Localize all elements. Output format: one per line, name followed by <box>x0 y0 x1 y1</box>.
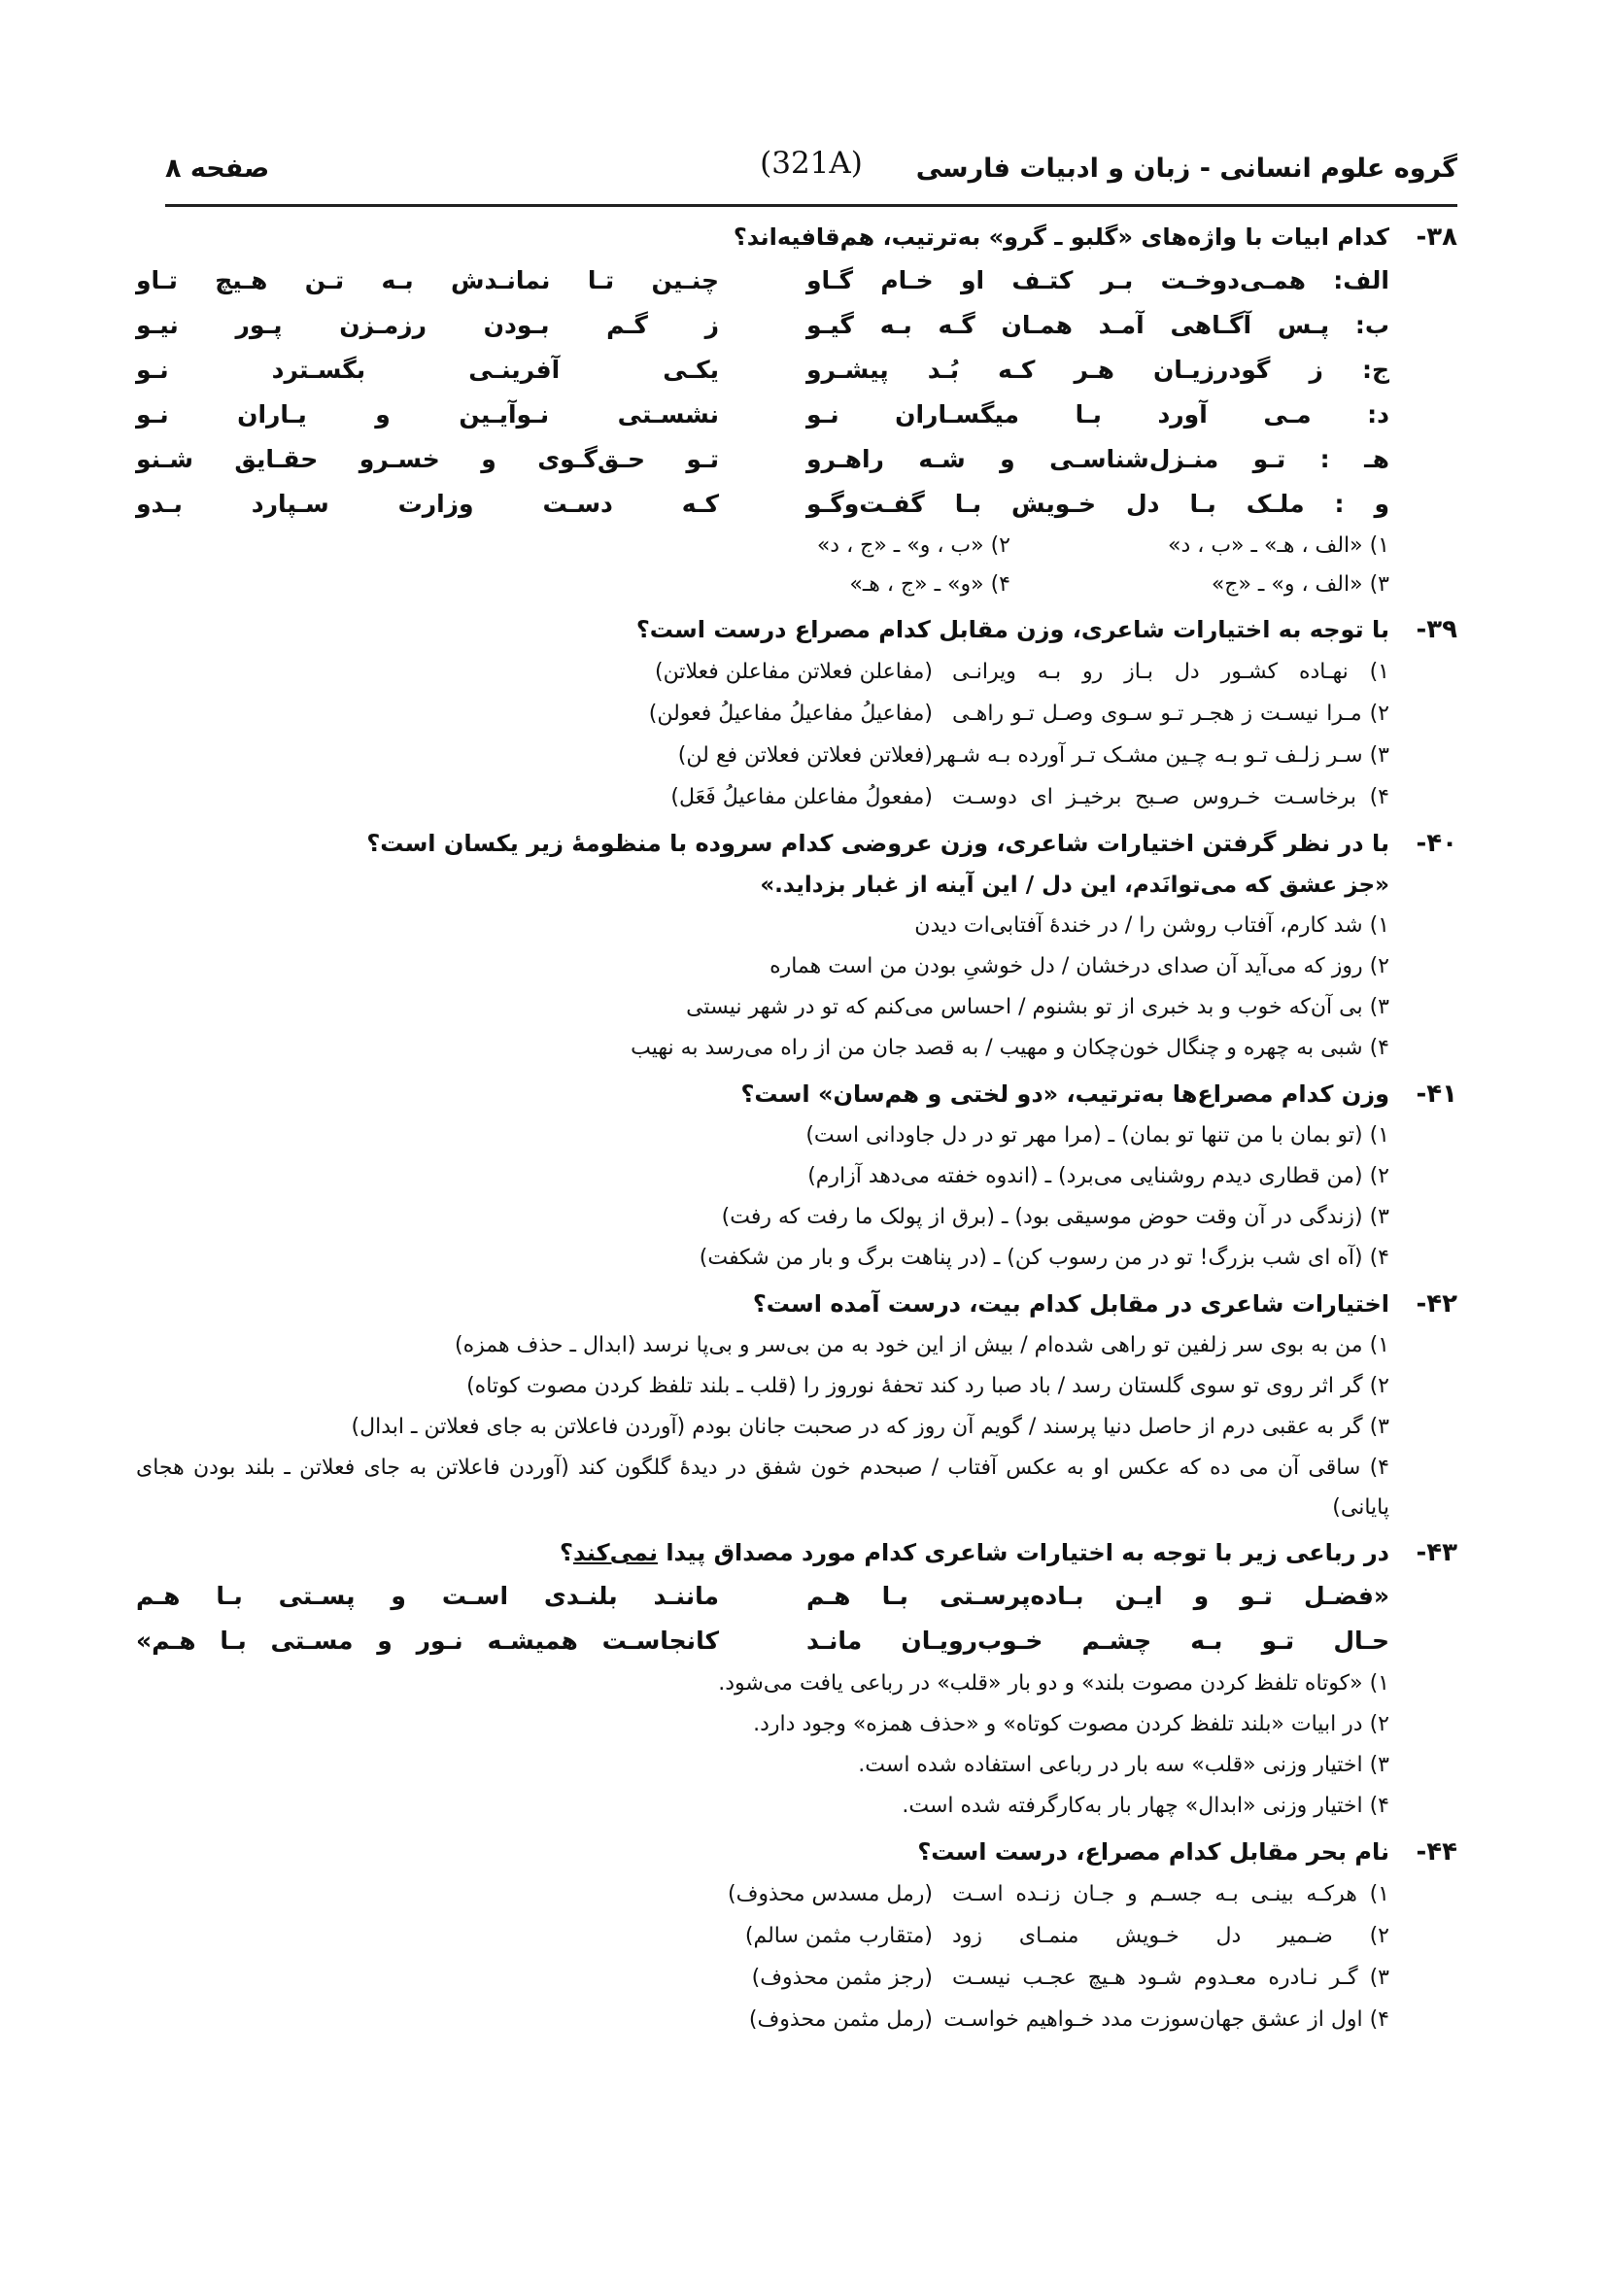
verse-hemistich: حـال تـو بـه چشـم خـوب‌رویـان مانـد <box>806 1627 1389 1655</box>
verse-hemistich: «فضـل تـو و ایـن بـاده‌پرسـتی بـا هـم <box>806 1582 1389 1610</box>
verse-hemistich: ج: ز گودرزیـان هـر کـه بُـد پیشـرو <box>806 356 1389 384</box>
question-number: -۳۹ <box>1416 615 1457 644</box>
option-2[interactable] <box>136 1915 1389 1957</box>
questions <box>136 216 1457 2044</box>
option-verse: ۳) سـر زلـف تـو بـه چـین مشـک تـر آورده بـه شـهر <box>934 743 1389 768</box>
question-text: با توجه به اختیارات شاعری، وزن مقابل کدام مصراع درست است؟ <box>635 616 1389 643</box>
option-2[interactable]: ۲) «ب ، و» ـ «ج ، د» <box>816 533 1010 558</box>
option-1[interactable]: ۱) شد کارم، آفتاب روشن را / در خندهٔ آفتابی‌ات دیدن <box>914 913 1389 938</box>
option-2[interactable]: ۲) در ابیات «بلند تلفظ کردن مصوت کوتاه» و «حذف همزه» وجود دارد. <box>753 1712 1389 1736</box>
option-2[interactable]: ۲) روز که می‌آید آن صدای درخشان / دل خوشیِ بودن من است هماره <box>769 954 1389 978</box>
option-meter: (مفاعیلُ مفاعیلُ مفاعیلُ فعولن) <box>648 702 933 726</box>
verse-hemistich: کانجاسـت همیشـه نـور و مسـتی بـا هـم» <box>136 1627 719 1655</box>
verse-hemistich: یکـی آفرینـی بگسـترد نـو <box>136 356 719 384</box>
question-44 <box>136 1831 1457 2040</box>
option-verse: ۴) برخاسـت خـروس صـبح برخیـز ای دوسـت <box>952 785 1389 809</box>
verse-row <box>136 482 1389 527</box>
option-4[interactable] <box>136 776 1389 818</box>
verse-hemistich: و : ملـک بـا دل خـویش بـا گفـت‌وگـو <box>806 490 1389 518</box>
option-verse: ۴) اول از عشق جهان‌سوزت مدد خـواهیم خواسـت <box>943 2007 1389 2032</box>
verse-hemistich: د: مـی آورد بـا میگسـاران نـو <box>806 400 1389 428</box>
option-meter: (رمل مسدس محذوف) <box>728 1882 933 1906</box>
option-list <box>136 1115 1389 1279</box>
option-meter: (مفعولُ مفاعلن مفاعیلُ فَعَل) <box>670 785 933 809</box>
option-verse: ۱) نهـاده کشـور دل بـاز رو بـه ویرانـی <box>952 660 1389 684</box>
option-3[interactable] <box>136 1957 1389 1999</box>
question-text-emphasis: نمی‌کند <box>572 1539 658 1566</box>
verse-hemistich: الف: همـی‌دوخـت بـر کتـف او خـام گـاو <box>806 266 1389 294</box>
question-number: -۴۲ <box>1416 1289 1457 1319</box>
option-verse: ۳) گـر نـادره معـدوم شـود هـیچ عجـب نیسـت <box>952 1966 1389 1990</box>
verse-row <box>136 303 1389 348</box>
question-number: -۴۳ <box>1416 1538 1457 1567</box>
option-verse: ۲) ضـمیر دل خـویش منمـای زود <box>952 1924 1389 1948</box>
question-number: -۳۸ <box>1416 223 1457 252</box>
option-meter: (مفاعلن فعلاتن مفاعلن فعلاتن) <box>655 660 933 684</box>
option-meter: (فعلاتن فعلاتن فعلاتن فع لن) <box>677 743 933 768</box>
option-meter: (رجز مثمن محذوف) <box>751 1966 933 1990</box>
option-4[interactable]: ۴) شبی به چهره و چنگال خون‌چکان و مهیب / به قصد جان من از راه می‌رسد به نهیب <box>631 1036 1389 1060</box>
page-number: صفحه ۸ <box>165 154 270 184</box>
option-4[interactable] <box>136 1999 1389 2040</box>
verse-hemistich: نشسـتی نـوآیـین و یـاران نـو <box>136 400 719 428</box>
verse-hemistich: ب: پـس آگـاهی آمـد همـان گـه بـه گیـو <box>806 311 1389 339</box>
option-4[interactable]: ۴) اختیار وزنی «ابدال» چهار بار به‌کارگرفته شده است. <box>902 1794 1389 1818</box>
option-list <box>136 1873 1389 2040</box>
question-39 <box>136 608 1457 818</box>
option-2[interactable]: ۲) (من قطاری دیدم روشنایی می‌برد) ـ (اندوه خفته می‌دهد آزارم) <box>807 1164 1389 1188</box>
option-verse: ۱) هرکـه بینـی بـه جسـم و جـان زنـده اسـت <box>952 1882 1389 1906</box>
exam-code: (321A) <box>760 146 863 181</box>
option-3[interactable]: ۳) اختیار وزنی «قلب» سه بار در رباعی استفاده شده است. <box>858 1753 1389 1777</box>
question-text: با در نظر گرفتن اختیارات شاعری، وزن عروضی کدام سروده با منظومهٔ زیر یکسان است؟ <box>366 830 1389 857</box>
question-40 <box>136 822 1457 1069</box>
option-4[interactable]: ۴) ساقی آن می ده که عکس او به عکس آفتاب / صبحدم خون شفق در دیدهٔ گلگون کند (آوردن فاعلاتن به جای فعلاتن ـ بلند بودن هجای پایانی) <box>136 1456 1389 1520</box>
option-4[interactable]: ۴) «و» ـ «ج ، هـ» <box>849 572 1010 597</box>
option-3[interactable]: ۳) گر به عقبی درم از حاصل دنیا پرسند / گویم آن روز که در صحبت جانان بودم (آوردن فاعلاتن به جای فعلاتن ـ ابدال) <box>351 1415 1389 1439</box>
verse-row <box>136 1574 1389 1619</box>
verse-row <box>136 437 1389 482</box>
option-list <box>136 1663 1389 1827</box>
option-meter: (متقارب مثمن سالم) <box>744 1924 933 1948</box>
question-text <box>560 1531 1389 1574</box>
option-verse: ۲) مـرا نیسـت ز هجـر تـو سـوی وصـل تـو راهـی <box>952 702 1389 726</box>
option-list <box>136 906 1389 1069</box>
verse-hemistich: ز گـم بـودن رزمـزن پـور نیـو <box>136 311 719 339</box>
option-4[interactable]: ۴) (آه ای شب بزرگ! تو در من رسوب کن) ـ (در پناهت برگ و بار من شکفت) <box>699 1246 1389 1270</box>
question-text: کدام ابیات با واژه‌های «گلبو ـ گرو» به‌ترتیب، هم‌قافیه‌اند؟ <box>733 223 1389 251</box>
option-row <box>136 527 1389 565</box>
option-2[interactable]: ۲) گر اثر روی تو سوی گلستان رسد / باد صبا رد کند تحفهٔ نوروز را (قلب ـ بلند تلفظ کردن مصوت کوتاه) <box>466 1374 1389 1398</box>
verse-hemistich: ماننـد بلنـدی اسـت و پسـتی بـا هـم <box>136 1582 719 1610</box>
question-number: -۴۱ <box>1416 1079 1457 1109</box>
option-list <box>136 651 1389 818</box>
option-row <box>136 565 1389 604</box>
option-1[interactable]: ۱) (تو بمان با من تنها تو بمان) ـ (مرا مهر تو در دل جاودانی است) <box>805 1123 1389 1148</box>
option-list <box>136 527 1389 604</box>
verse-row <box>136 393 1389 437</box>
option-1[interactable]: ۱) «کوتاه تلفظ کردن مصوت بلند» و دو بار «قلب» در رباعی یافت می‌شود. <box>718 1671 1389 1696</box>
exam-group-title: گروه علوم انسانی - زبان و ادبیات فارسی <box>915 154 1457 184</box>
option-3[interactable]: ۳) (زندگی در آن وقت حوض موسیقی بود) ـ (برق از پولک ما رفت که رفت) <box>721 1205 1389 1229</box>
question-text: وزن کدام مصراع‌ها به‌ترتیب، «دو لختی و هم‌سان» است؟ <box>740 1080 1389 1108</box>
verse-list <box>136 1574 1389 1663</box>
question-number: -۴۰ <box>1416 829 1457 858</box>
header-divider <box>165 204 1457 207</box>
option-meter: (رمل مثمن محذوف) <box>748 2007 933 2032</box>
verse-row <box>136 1619 1389 1663</box>
page-header <box>165 146 1457 204</box>
question-42 <box>136 1283 1457 1527</box>
verse-row <box>136 348 1389 393</box>
option-3[interactable]: ۳) «الف ، و» ـ «ج» <box>1211 572 1389 597</box>
option-1[interactable]: ۱) من به بوی سر زلفین تو راهی شده‌ام / بیش از این خود به من بی‌سر و بی‌پا نرسد (ابدال ـ حذف همزه) <box>455 1333 1389 1357</box>
question-text: اختیارات شاعری در مقابل کدام بیت، درست آمده است؟ <box>752 1290 1389 1318</box>
question-38 <box>136 216 1457 604</box>
question-text-part: ؟ <box>560 1539 573 1566</box>
verse-hemistich: هـ : تـو منـزل‌شناسـی و شـه راهـرو <box>806 445 1389 473</box>
option-3[interactable]: ۳) بی آن‌که خوب و بد خبری از تو بشنوم / احساس می‌کنم که تو در شهر نیستی <box>686 995 1389 1019</box>
option-3[interactable] <box>136 735 1389 776</box>
question-text: نام بحر مقابل کدام مصراع، درست است؟ <box>917 1838 1389 1866</box>
question-quote: «جز عشق که می‌توانَدم، این دل / این آینه از غبار بزداید.» <box>760 873 1389 898</box>
question-43 <box>136 1531 1457 1827</box>
option-1[interactable]: ۱) «الف ، هـ» ـ «ب ، د» <box>1168 533 1389 558</box>
verse-hemistich: تـو حـق‌گـوی و خسـرو حقـایق شـنو <box>136 445 719 473</box>
option-2[interactable] <box>136 693 1389 735</box>
verse-hemistich: کـه دسـت وزارت سـپارد بـدو <box>136 490 719 518</box>
verse-row <box>136 258 1389 303</box>
question-text-part: در رباعی زیر با توجه به اختیارات شاعری کدام مورد مصداق پیدا <box>657 1539 1389 1566</box>
option-1[interactable] <box>136 651 1389 693</box>
question-41 <box>136 1073 1457 1279</box>
question-number: -۴۴ <box>1416 1837 1457 1867</box>
verse-list <box>136 258 1389 527</box>
option-list <box>136 1325 1389 1527</box>
option-1[interactable] <box>136 1873 1389 1915</box>
verse-hemistich: چنـین تـا نمانـدش بـه تـن هـیچ تـاو <box>136 266 719 294</box>
